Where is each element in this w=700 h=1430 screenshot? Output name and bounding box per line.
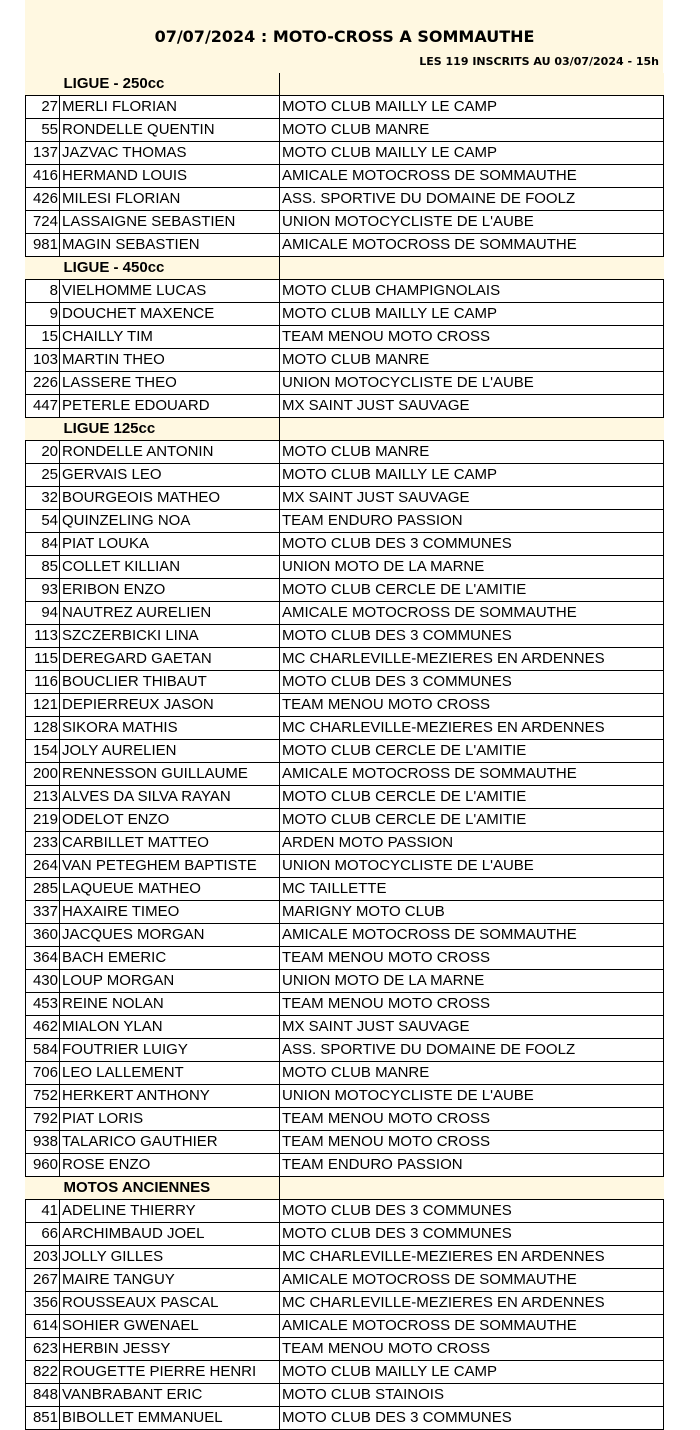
rider-club: AMICALE MOTOCROSS DE SOMMAUTHE	[280, 1269, 664, 1292]
left-margin	[0, 0, 25, 1429]
table-row	[26, 188, 664, 211]
rider-name: MAGIN SEBASTIEN	[60, 234, 280, 257]
rider-name: ROSE ENZO	[60, 1154, 280, 1177]
rider-name: SOHIER GWENAEL	[60, 1315, 280, 1338]
table-row	[26, 993, 664, 1016]
rider-club: AMICALE MOTOCROSS DE SOMMAUTHE	[280, 234, 664, 257]
rider-name: MAIRE TANGUY	[60, 1269, 280, 1292]
rider-name: ADELINE THIERRY	[60, 1200, 280, 1223]
rider-club: TEAM MENOU MOTO CROSS	[280, 993, 664, 1016]
rider-club: MC TAILLETTE	[280, 878, 664, 901]
rider-number: 264	[26, 855, 60, 878]
rider-name: MERLI FLORIAN	[60, 96, 280, 119]
table-row	[26, 832, 664, 855]
section-title: MOTOS ANCIENNES	[60, 1177, 280, 1200]
table-row	[26, 924, 664, 947]
table-row	[26, 510, 664, 533]
section-title: LIGUE - 250cc	[60, 73, 280, 96]
table-row	[26, 1384, 664, 1407]
rider-club: UNION MOTOCYCLISTE DE L'AUBE	[280, 1085, 664, 1108]
rider-name: PIAT LORIS	[60, 1108, 280, 1131]
section-header	[26, 1177, 664, 1200]
rider-name: JOLY AURELIEN	[60, 740, 280, 763]
page-title	[26, 24, 663, 48]
section-club-cell	[280, 1177, 664, 1200]
section-club-cell	[280, 257, 664, 280]
rider-number: 981	[26, 234, 60, 257]
rider-name: ERIBON ENZO	[60, 579, 280, 602]
rider-number: 103	[26, 349, 60, 372]
rider-number: 32	[26, 487, 60, 510]
rider-number: 960	[26, 1154, 60, 1177]
rider-number: 8	[26, 280, 60, 303]
table-row	[26, 694, 664, 717]
rider-name: PETERLE EDOUARD	[60, 395, 280, 418]
rider-name: ROUSSEAUX PASCAL	[60, 1292, 280, 1315]
table-row	[26, 303, 664, 326]
rider-club: MOTO CLUB DES 3 COMMUNES	[280, 1407, 664, 1430]
section-header	[26, 73, 664, 96]
rider-number: 416	[26, 165, 60, 188]
table-row	[26, 809, 664, 832]
table-row	[26, 671, 664, 694]
table-row	[26, 579, 664, 602]
rider-club: TEAM MENOU MOTO CROSS	[280, 1338, 664, 1361]
rider-club: MC CHARLEVILLE-MEZIERES EN ARDENNES	[280, 1292, 664, 1315]
table-row	[26, 1200, 664, 1223]
rider-number: 614	[26, 1315, 60, 1338]
table-row	[26, 1361, 664, 1384]
table-row	[26, 1131, 664, 1154]
table-row	[26, 96, 664, 119]
rider-number: 154	[26, 740, 60, 763]
rider-name: HERKERT ANTHONY	[60, 1085, 280, 1108]
page-title-text: 07/07/2024 : MOTO-CROSS A SOMMAUTHE	[154, 26, 535, 46]
table-row	[26, 165, 664, 188]
rider-club: MOTO CLUB DES 3 COMMUNES	[280, 533, 664, 556]
rider-number: 200	[26, 763, 60, 786]
rider-number: 848	[26, 1384, 60, 1407]
rider-club: MARIGNY MOTO CLUB	[280, 901, 664, 924]
rider-club: ARDEN MOTO PASSION	[280, 832, 664, 855]
section-header	[26, 418, 664, 441]
rider-name: VAN PETEGHEM BAPTISTE	[60, 855, 280, 878]
section-club-cell	[280, 418, 664, 441]
rider-number: 233	[26, 832, 60, 855]
rider-club: MOTO CLUB DES 3 COMMUNES	[280, 1223, 664, 1246]
rider-club: AMICALE MOTOCROSS DE SOMMAUTHE	[280, 165, 664, 188]
table-row	[26, 855, 664, 878]
rider-number: 27	[26, 96, 60, 119]
section-number-cell	[26, 73, 60, 96]
rider-number: 137	[26, 142, 60, 165]
rider-name: HERMAND LOUIS	[60, 165, 280, 188]
rider-club: MC CHARLEVILLE-MEZIERES EN ARDENNES	[280, 1246, 664, 1269]
rider-name: BIBOLLET EMMANUEL	[60, 1407, 280, 1430]
rider-name: JACQUES MORGAN	[60, 924, 280, 947]
rider-club: UNION MOTOCYCLISTE DE L'AUBE	[280, 855, 664, 878]
rider-club: MX SAINT JUST SAUVAGE	[280, 1016, 664, 1039]
section-number-cell	[26, 418, 60, 441]
rider-club: TEAM ENDURO PASSION	[280, 510, 664, 533]
entry-table-body	[26, 73, 664, 1430]
rider-number: 938	[26, 1131, 60, 1154]
rider-club: UNION MOTO DE LA MARNE	[280, 970, 664, 993]
table-row	[26, 1269, 664, 1292]
rider-club: UNION MOTOCYCLISTE DE L'AUBE	[280, 372, 664, 395]
rider-name: ODELOT ENZO	[60, 809, 280, 832]
rider-name: DEREGARD GAETAN	[60, 648, 280, 671]
rider-number: 20	[26, 441, 60, 464]
rider-name: RENNESSON GUILLAUME	[60, 763, 280, 786]
table-row	[26, 119, 664, 142]
table-row	[26, 556, 664, 579]
rider-number: 85	[26, 556, 60, 579]
rider-number: 25	[26, 464, 60, 487]
rider-club: MOTO CLUB MANRE	[280, 1062, 664, 1085]
rider-name: VIELHOMME LUCAS	[60, 280, 280, 303]
section-header	[26, 257, 664, 280]
table-row	[26, 464, 664, 487]
rider-number: 54	[26, 510, 60, 533]
page-subtitle-text: LES 119 INSCRITS AU 03/07/2024 - 15h	[419, 55, 659, 68]
rider-name: LOUP MORGAN	[60, 970, 280, 993]
table-row	[26, 349, 664, 372]
rider-number: 226	[26, 372, 60, 395]
rider-number: 360	[26, 924, 60, 947]
rider-name: REINE NOLAN	[60, 993, 280, 1016]
rider-number: 213	[26, 786, 60, 809]
rider-name: SIKORA MATHIS	[60, 717, 280, 740]
rider-number: 219	[26, 809, 60, 832]
table-row	[26, 648, 664, 671]
rider-club: MOTO CLUB CERCLE DE L'AMITIE	[280, 579, 664, 602]
table-row	[26, 1292, 664, 1315]
rider-club: UNION MOTOCYCLISTE DE L'AUBE	[280, 211, 664, 234]
rider-number: 93	[26, 579, 60, 602]
table-row	[26, 1062, 664, 1085]
rider-number: 447	[26, 395, 60, 418]
table-row	[26, 901, 664, 924]
rider-name: VANBRABANT ERIC	[60, 1384, 280, 1407]
rider-number: 116	[26, 671, 60, 694]
table-row	[26, 878, 664, 901]
rider-club: MOTO CLUB CERCLE DE L'AMITIE	[280, 786, 664, 809]
rider-club: MC CHARLEVILLE-MEZIERES EN ARDENNES	[280, 717, 664, 740]
rider-number: 113	[26, 625, 60, 648]
table-row	[26, 1154, 664, 1177]
rider-name: RONDELLE QUENTIN	[60, 119, 280, 142]
rider-club: TEAM MENOU MOTO CROSS	[280, 947, 664, 970]
rider-name: BOUCLIER THIBAUT	[60, 671, 280, 694]
rider-name: RONDELLE ANTONIN	[60, 441, 280, 464]
table-row	[26, 1016, 664, 1039]
rider-club: MX SAINT JUST SAUVAGE	[280, 487, 664, 510]
table-row	[26, 1085, 664, 1108]
rider-club: MOTO CLUB STAINOIS	[280, 1384, 664, 1407]
section-club-cell	[280, 73, 664, 96]
rider-number: 15	[26, 326, 60, 349]
rider-number: 84	[26, 533, 60, 556]
rider-name: QUINZELING NOA	[60, 510, 280, 533]
table-row	[26, 142, 664, 165]
rider-name: ALVES DA SILVA RAYAN	[60, 786, 280, 809]
rider-club: MOTO CLUB MAILLY LE CAMP	[280, 464, 664, 487]
rider-club: TEAM MENOU MOTO CROSS	[280, 1108, 664, 1131]
rider-club: AMICALE MOTOCROSS DE SOMMAUTHE	[280, 602, 664, 625]
rider-club: MOTO CLUB MANRE	[280, 119, 664, 142]
rider-name: MIALON YLAN	[60, 1016, 280, 1039]
right-margin	[663, 0, 700, 1429]
section-title: LIGUE - 450cc	[60, 257, 280, 280]
rider-club: AMICALE MOTOCROSS DE SOMMAUTHE	[280, 924, 664, 947]
rider-club: TEAM MENOU MOTO CROSS	[280, 1131, 664, 1154]
rider-name: MARTIN THEO	[60, 349, 280, 372]
rider-club: TEAM MENOU MOTO CROSS	[280, 694, 664, 717]
section-number-cell	[26, 257, 60, 280]
rider-name: BOURGEOIS MATHEO	[60, 487, 280, 510]
table-row	[26, 717, 664, 740]
rider-number: 752	[26, 1085, 60, 1108]
rider-number: 584	[26, 1039, 60, 1062]
rider-name: JOLLY GILLES	[60, 1246, 280, 1269]
rider-name: PIAT LOUKA	[60, 533, 280, 556]
table-row	[26, 395, 664, 418]
table-row	[26, 1108, 664, 1131]
table-row	[26, 326, 664, 349]
rider-number: 41	[26, 1200, 60, 1223]
rider-club: MX SAINT JUST SAUVAGE	[280, 395, 664, 418]
rider-number: 364	[26, 947, 60, 970]
rider-number: 267	[26, 1269, 60, 1292]
rider-club: MOTO CLUB MANRE	[280, 349, 664, 372]
rider-number: 337	[26, 901, 60, 924]
rider-name: FOUTRIER LUIGY	[60, 1039, 280, 1062]
rider-club: MOTO CLUB MAILLY LE CAMP	[280, 142, 664, 165]
table-row	[26, 625, 664, 648]
table-row	[26, 1407, 664, 1430]
table-row	[26, 786, 664, 809]
table-row	[26, 533, 664, 556]
rider-club: MOTO CLUB MAILLY LE CAMP	[280, 96, 664, 119]
rider-number: 426	[26, 188, 60, 211]
rider-name: CHAILLY TIM	[60, 326, 280, 349]
rider-club: ASS. SPORTIVE DU DOMAINE DE FOOLZ	[280, 188, 664, 211]
table-row	[26, 1315, 664, 1338]
table-row	[26, 1246, 664, 1269]
rider-club: UNION MOTO DE LA MARNE	[280, 556, 664, 579]
page-subtitle	[26, 50, 663, 73]
rider-name: JAZVAC THOMAS	[60, 142, 280, 165]
rider-name: HAXAIRE TIMEO	[60, 901, 280, 924]
rider-name: LAQUEUE MATHEO	[60, 878, 280, 901]
rider-club: MOTO CLUB MAILLY LE CAMP	[280, 1361, 664, 1384]
rider-name: NAUTREZ AURELIEN	[60, 602, 280, 625]
rider-club: AMICALE MOTOCROSS DE SOMMAUTHE	[280, 1315, 664, 1338]
rider-number: 623	[26, 1338, 60, 1361]
table-row	[26, 280, 664, 303]
rider-club: AMICALE MOTOCROSS DE SOMMAUTHE	[280, 763, 664, 786]
rider-club: MOTO CLUB CHAMPIGNOLAIS	[280, 280, 664, 303]
rider-club: MOTO CLUB DES 3 COMMUNES	[280, 671, 664, 694]
table-row	[26, 970, 664, 993]
table-row	[26, 441, 664, 464]
rider-number: 203	[26, 1246, 60, 1269]
rider-number: 430	[26, 970, 60, 993]
rider-club: MOTO CLUB CERCLE DE L'AMITIE	[280, 809, 664, 832]
rider-club: TEAM ENDURO PASSION	[280, 1154, 664, 1177]
rider-name: BACH EMERIC	[60, 947, 280, 970]
rider-number: 9	[26, 303, 60, 326]
rider-number: 724	[26, 211, 60, 234]
rider-name: DOUCHET MAXENCE	[60, 303, 280, 326]
rider-name: ROUGETTE PIERRE HENRI	[60, 1361, 280, 1384]
rider-number: 121	[26, 694, 60, 717]
rider-name: SZCZERBICKI LINA	[60, 625, 280, 648]
table-row	[26, 602, 664, 625]
rider-number: 356	[26, 1292, 60, 1315]
table-row	[26, 211, 664, 234]
rider-club: MC CHARLEVILLE-MEZIERES EN ARDENNES	[280, 648, 664, 671]
table-row	[26, 1223, 664, 1246]
rider-number: 128	[26, 717, 60, 740]
rider-number: 115	[26, 648, 60, 671]
table-row	[26, 947, 664, 970]
rider-club: MOTO CLUB MAILLY LE CAMP	[280, 303, 664, 326]
rider-name: LASSAIGNE SEBASTIEN	[60, 211, 280, 234]
rider-club: TEAM MENOU MOTO CROSS	[280, 326, 664, 349]
table-row	[26, 1338, 664, 1361]
rider-name: LEO LALLEMENT	[60, 1062, 280, 1085]
table-row	[26, 372, 664, 395]
table-row	[26, 763, 664, 786]
rider-name: GERVAIS LEO	[60, 464, 280, 487]
rider-number: 66	[26, 1223, 60, 1246]
table-row	[26, 487, 664, 510]
rider-name: LASSERE THEO	[60, 372, 280, 395]
rider-number: 453	[26, 993, 60, 1016]
rider-number: 706	[26, 1062, 60, 1085]
table-row	[26, 234, 664, 257]
rider-name: DEPIERREUX JASON	[60, 694, 280, 717]
rider-number: 285	[26, 878, 60, 901]
rider-name: TALARICO GAUTHIER	[60, 1131, 280, 1154]
entry-table	[25, 73, 664, 1430]
rider-number: 792	[26, 1108, 60, 1131]
table-row	[26, 740, 664, 763]
rider-number: 94	[26, 602, 60, 625]
rider-number: 851	[26, 1407, 60, 1430]
section-number-cell	[26, 1177, 60, 1200]
rider-club: ASS. SPORTIVE DU DOMAINE DE FOOLZ	[280, 1039, 664, 1062]
rider-club: MOTO CLUB DES 3 COMMUNES	[280, 1200, 664, 1223]
rider-club: MOTO CLUB DES 3 COMMUNES	[280, 625, 664, 648]
rider-name: MILESI FLORIAN	[60, 188, 280, 211]
section-title: LIGUE 125cc	[60, 418, 280, 441]
table-row	[26, 1039, 664, 1062]
rider-number: 822	[26, 1361, 60, 1384]
rider-name: CARBILLET MATTEO	[60, 832, 280, 855]
rider-club: MOTO CLUB MANRE	[280, 441, 664, 464]
rider-number: 462	[26, 1016, 60, 1039]
rider-club: MOTO CLUB CERCLE DE L'AMITIE	[280, 740, 664, 763]
rider-name: COLLET KILLIAN	[60, 556, 280, 579]
rider-name: HERBIN JESSY	[60, 1338, 280, 1361]
rider-name: ARCHIMBAUD JOEL	[60, 1223, 280, 1246]
rider-number: 55	[26, 119, 60, 142]
